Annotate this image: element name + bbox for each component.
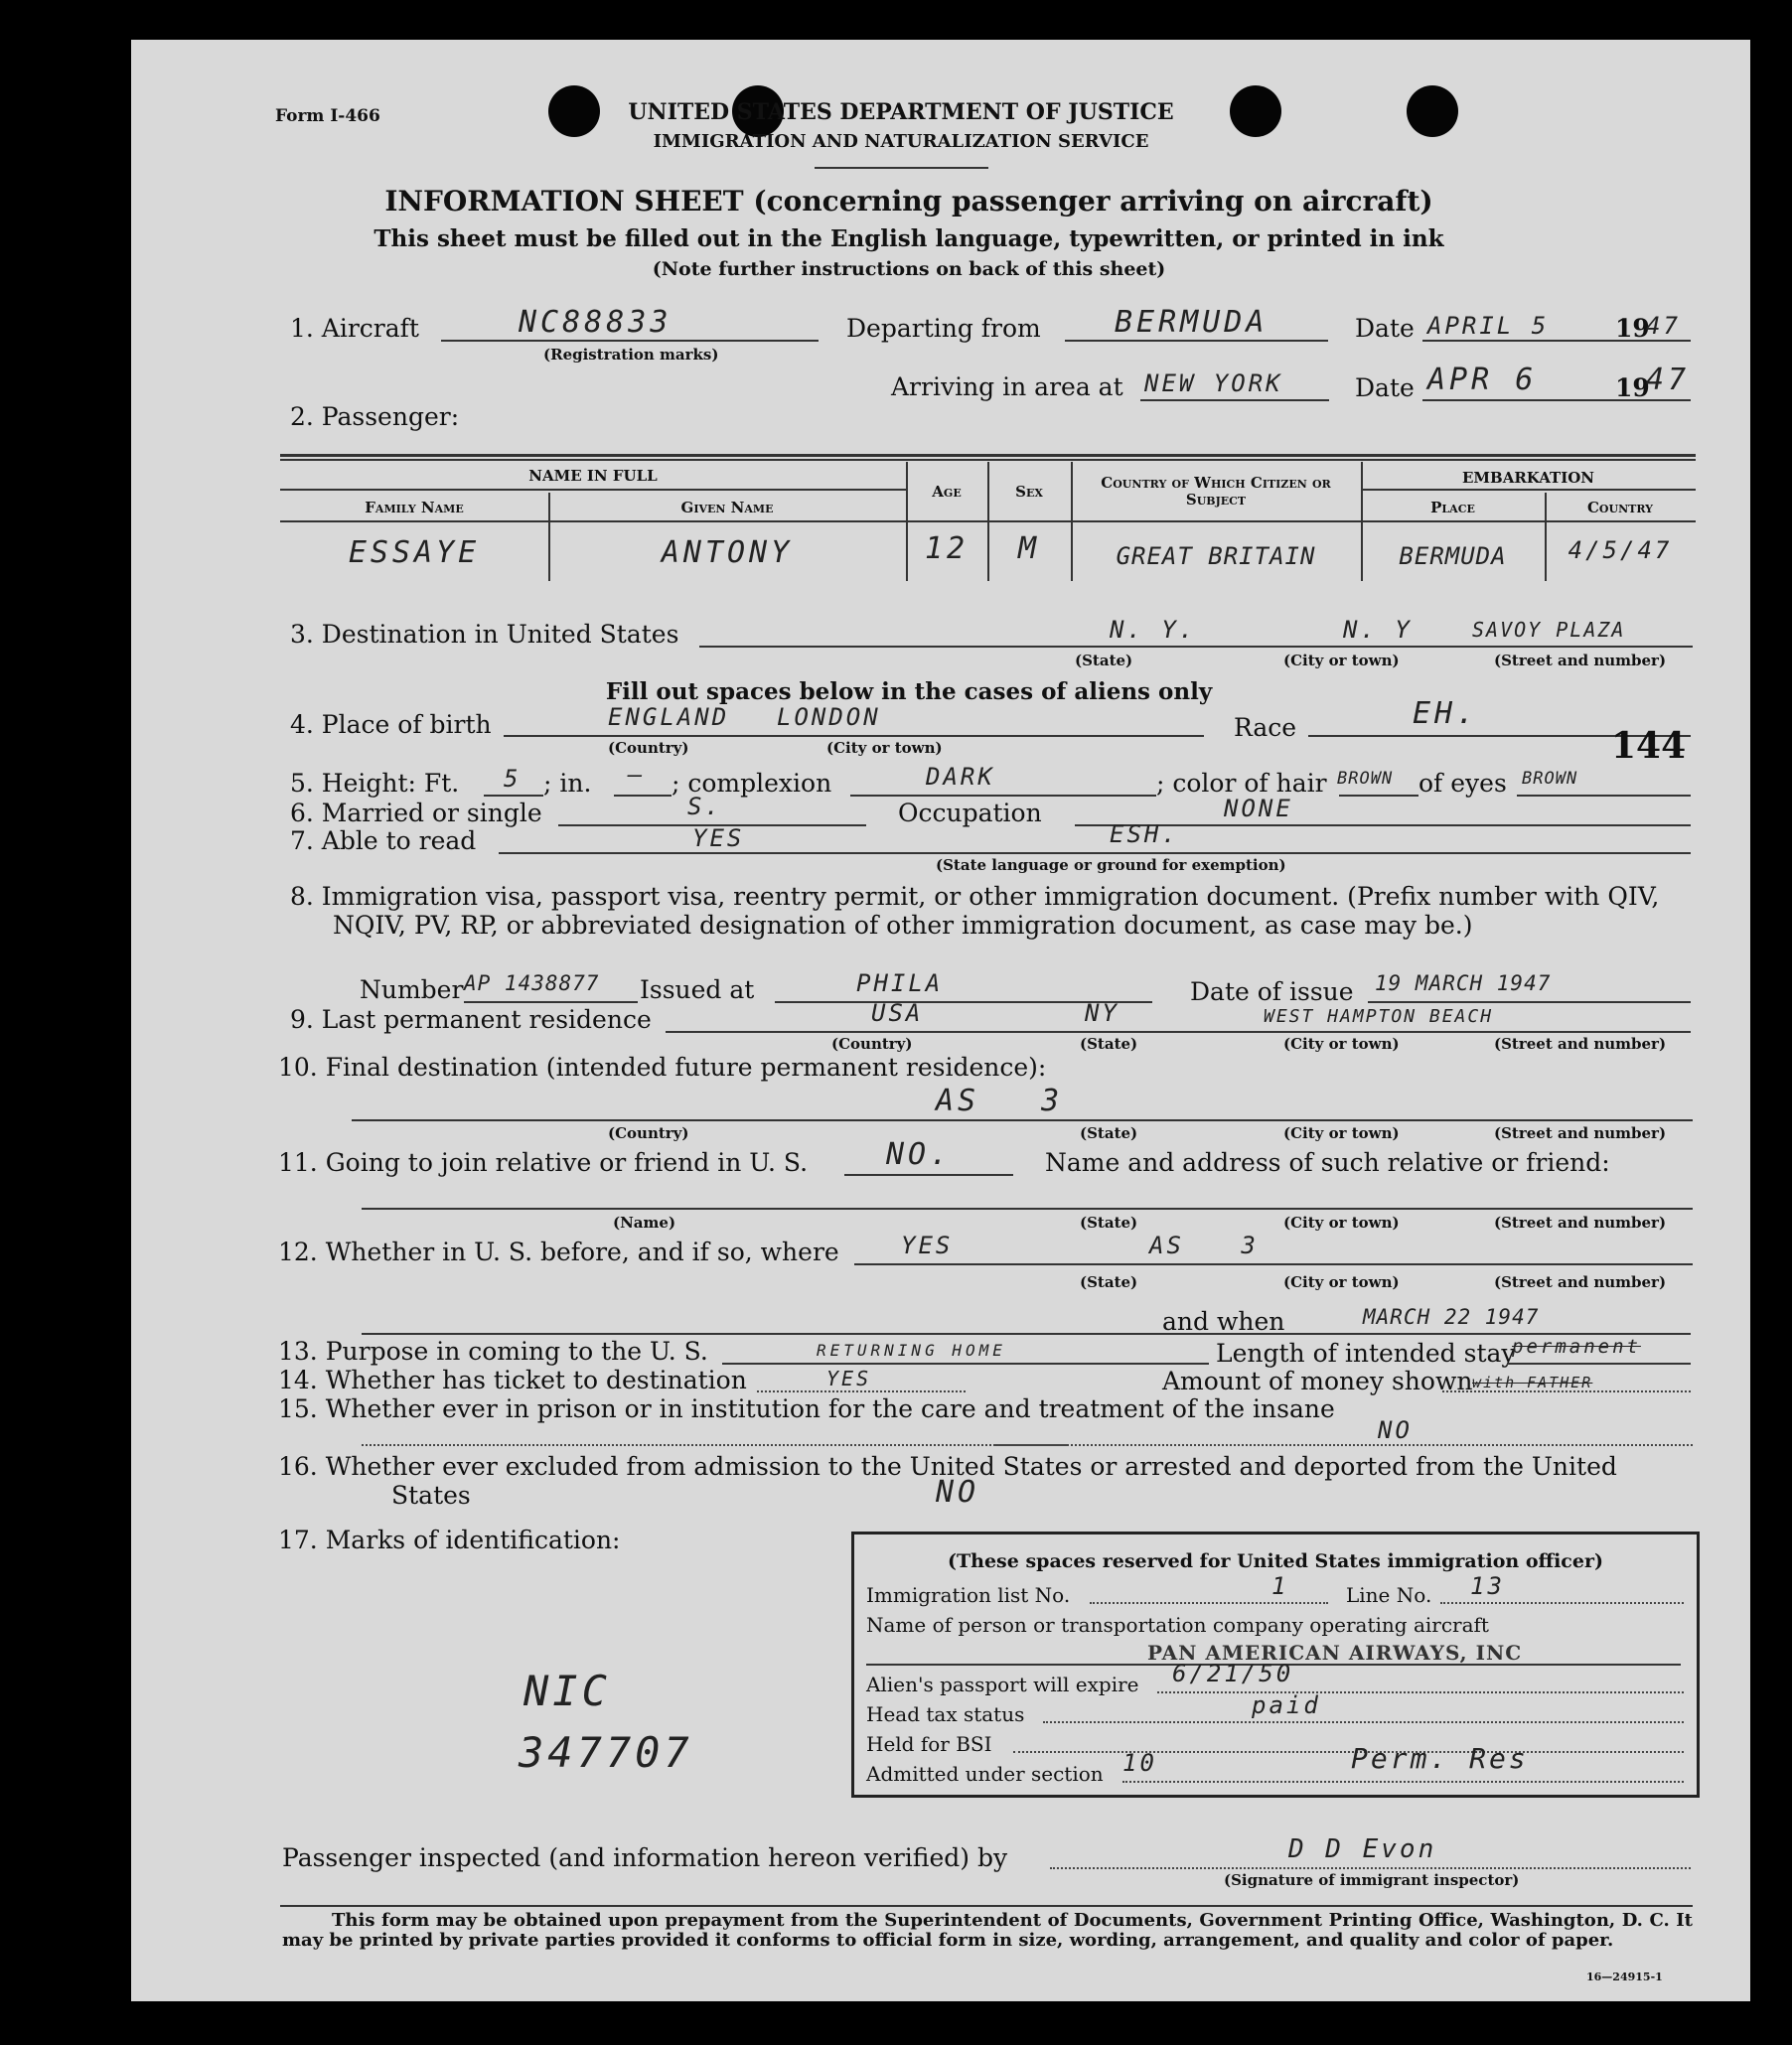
arriving-value[interactable]: NEW YORK xyxy=(1144,369,1283,397)
family-name-value[interactable]: ESSAYE xyxy=(348,535,481,570)
res-country-caption: (Country) xyxy=(831,1035,913,1053)
issued-at-label: Issued at xyxy=(640,975,755,1004)
sex-value[interactable]: M xyxy=(1017,531,1041,566)
form-note: (Note further instructions on back of this sheet) xyxy=(652,258,1166,280)
passport-expire-value[interactable]: 6/21/50 xyxy=(1172,1660,1294,1687)
birth-city-caption: (City or town) xyxy=(826,739,943,757)
join-city-caption: (City or town) xyxy=(1283,1214,1400,1232)
departing-label: Departing from xyxy=(846,314,1041,343)
passenger-label: 2. Passenger: xyxy=(290,402,460,431)
join-state-caption: (State) xyxy=(1080,1214,1138,1232)
form-title: INFORMATION SHEET (concerning passenger arriving on aircraft) xyxy=(384,185,1433,218)
join-address-label: Name and address of such relative or friend: xyxy=(1045,1148,1610,1177)
departing-date-label: Date xyxy=(1355,314,1415,343)
embark-place-value[interactable]: BERMUDA xyxy=(1399,542,1507,570)
and-when-label: and when xyxy=(1162,1307,1285,1336)
res-city-value[interactable]: WEST HAMPTON BEACH xyxy=(1264,1006,1494,1027)
departing-date-value[interactable]: APRIL 5 xyxy=(1427,312,1550,340)
hair-value[interactable]: BROWN xyxy=(1337,769,1394,789)
read-lang-value[interactable]: ESH. xyxy=(1110,820,1179,848)
read-label: 7. Able to read xyxy=(290,826,477,855)
form-sheet xyxy=(131,40,1750,2001)
marks-value-2[interactable]: 347707 xyxy=(519,1728,693,1777)
money-value[interactable]: with FATHER xyxy=(1472,1374,1593,1391)
res-country-value[interactable]: USA xyxy=(871,999,924,1027)
citizen-header: Country of Which Citizen or Subject xyxy=(1101,474,1331,509)
age-header: Age xyxy=(932,483,962,501)
arriving-year-prefix: 19 xyxy=(1615,373,1650,402)
dest-city-caption: (City or town) xyxy=(1283,652,1400,669)
dest-street-caption: (Street and number) xyxy=(1494,652,1667,669)
dest-state-value[interactable]: N. Y. xyxy=(1110,616,1197,644)
head-tax-label: Head tax status xyxy=(866,1702,1025,1726)
purpose-label: 13. Purpose in coming to the U. S. xyxy=(278,1337,708,1366)
final-street-caption: (Street and number) xyxy=(1494,1124,1667,1142)
excluded-label: 16. Whether ever excluded from admission to the United States or arrested and deported from the United xyxy=(278,1452,1617,1481)
aircraft-label: 1. Aircraft xyxy=(290,314,419,343)
length-stay-label: Length of intended stay xyxy=(1216,1339,1516,1368)
read-caption: (State language or ground for exemption) xyxy=(936,856,1286,874)
line-no-value[interactable]: 13 xyxy=(1470,1572,1505,1600)
final-dest-label: 10. Final destination (intended future permanent residence): xyxy=(278,1053,1047,1082)
dest-state-caption: (State) xyxy=(1075,652,1133,669)
dest-street-value[interactable]: SAVOY PLAZA xyxy=(1472,618,1626,642)
birth-country-caption: (Country) xyxy=(608,739,689,757)
purpose-value[interactable]: RETURNING HOME xyxy=(817,1341,1006,1360)
height-ft-value[interactable]: 5 xyxy=(504,765,522,793)
admitted-note[interactable]: Perm. Res xyxy=(1351,1742,1529,1775)
admitted-value[interactable]: 10 xyxy=(1122,1749,1157,1777)
inspected-label: Passenger inspected (and information hereon verified) by xyxy=(282,1843,1008,1872)
res-street-caption: (Street and number) xyxy=(1494,1035,1667,1053)
before-state-caption: (State) xyxy=(1080,1273,1138,1291)
marital-value[interactable]: S. xyxy=(687,793,722,820)
join-street-caption: (Street and number) xyxy=(1494,1214,1667,1232)
department-name: UNITED STATES DEPARTMENT OF JUSTICE xyxy=(628,99,1174,125)
join-label: 11. Going to join relative or friend in U. S. xyxy=(278,1148,809,1177)
officer-box xyxy=(851,1532,1700,1798)
footer-text: This form may be obtained upon prepayment from the Superintendent of Documents, Government Printing Office, Washington, D. C. It may be printed by private parties provided it conforms to official form in size, wording, arrangement, and quality and color of paper. xyxy=(282,1910,1693,1951)
residence-label: 9. Last permanent residence xyxy=(290,1005,652,1034)
height-in-label: ; in. xyxy=(543,769,592,798)
given-name-header: Given Name xyxy=(680,499,774,516)
complexion-value[interactable]: DARK xyxy=(926,763,995,791)
final-state-caption: (State) xyxy=(1080,1124,1138,1142)
height-ft-label: 5. Height: Ft. xyxy=(290,769,460,798)
before-label: 12. Whether in U. S. before, and if so, where xyxy=(278,1238,839,1266)
length-stay-value[interactable]: permanent xyxy=(1512,1336,1641,1358)
arriving-date-label: Date xyxy=(1355,373,1415,402)
complexion-label: ; complexion xyxy=(672,769,832,798)
officer-box-heading: (These spaces reserved for United States immigration officer) xyxy=(948,1550,1603,1572)
hair-label: ; color of hair xyxy=(1156,769,1327,798)
issued-at-value[interactable]: PHILA xyxy=(856,969,944,997)
birth-city-value[interactable]: LONDON xyxy=(777,703,881,731)
inspector-signature[interactable]: D D Evon xyxy=(1288,1834,1437,1864)
marks-value-1[interactable]: NIC xyxy=(523,1667,611,1715)
race-label: Race xyxy=(1234,713,1297,742)
prison-label: 15. Whether ever in prison or in institution for the care and treatment of the insane xyxy=(278,1394,1335,1423)
list-no-value[interactable]: 1 xyxy=(1271,1572,1289,1600)
place-header: Place xyxy=(1430,499,1475,516)
doc-number-value[interactable]: AP 1438877 xyxy=(464,971,600,995)
country-header: Country xyxy=(1586,499,1653,516)
final-city-caption: (City or town) xyxy=(1283,1124,1400,1142)
eyes-value[interactable]: BROWN xyxy=(1522,769,1578,789)
departing-value[interactable]: BERMUDA xyxy=(1115,305,1269,340)
occupation-label: Occupation xyxy=(898,799,1042,827)
service-name: IMMIGRATION AND NATURALIZATION SERVICE xyxy=(653,131,1149,152)
bsi-label: Held for BSI xyxy=(866,1732,992,1756)
doc-label-2: NQIV, PV, RP, or abbreviated designation of other immigration document, as case may be.) xyxy=(333,911,1473,940)
name-in-full-header: NAME IN FULL xyxy=(528,467,658,485)
excluded-value[interactable]: NO xyxy=(936,1475,980,1510)
operator-label: Name of person or transportation company operating aircraft xyxy=(866,1613,1489,1637)
read-value[interactable]: YES xyxy=(692,824,745,852)
arriving-label: Arriving in area at xyxy=(891,372,1123,401)
head-tax-value[interactable]: paid xyxy=(1252,1691,1321,1719)
join-name-caption: (Name) xyxy=(613,1214,676,1232)
family-name-header: Family Name xyxy=(365,499,464,516)
before-when-value[interactable]: MARCH 22 1947 xyxy=(1363,1305,1540,1329)
marital-label: 6. Married or single xyxy=(290,799,542,827)
res-state-caption: (State) xyxy=(1080,1035,1138,1053)
doc-label: 8. Immigration visa, passport visa, reentry permit, or other immigration document. (Prefix number with QIV, xyxy=(290,882,1660,911)
marks-label: 17. Marks of identification: xyxy=(278,1526,621,1554)
form-number: Form I-466 xyxy=(275,106,380,126)
prison-value[interactable]: NO xyxy=(1378,1416,1413,1444)
embarkation-header: EMBARKATION xyxy=(1461,469,1595,487)
before-value[interactable]: YES xyxy=(901,1232,954,1259)
issue-date-value[interactable]: 19 MARCH 1947 xyxy=(1375,971,1552,995)
final-country-caption: (Country) xyxy=(608,1124,689,1142)
aircraft-value[interactable]: NC88833 xyxy=(519,305,672,340)
list-no-label: Immigration list No. xyxy=(866,1583,1071,1607)
occupation-value[interactable]: NONE xyxy=(1224,795,1293,822)
age-value[interactable]: 12 xyxy=(924,531,970,566)
admitted-label: Admitted under section xyxy=(866,1762,1104,1786)
before-city-caption: (City or town) xyxy=(1283,1273,1400,1291)
doc-number-label: Number xyxy=(360,975,464,1004)
citizen-value[interactable]: GREAT BRITAIN xyxy=(1116,542,1316,570)
arriving-year-value[interactable]: 47 xyxy=(1646,363,1691,397)
join-value[interactable]: NO. xyxy=(886,1137,953,1172)
departing-year-value[interactable]: 47 xyxy=(1646,312,1681,340)
stamp-number: 144 xyxy=(1611,725,1687,767)
destination-label: 3. Destination in United States xyxy=(290,620,679,649)
birth-country-value[interactable]: ENGLAND xyxy=(608,703,730,731)
excluded-label-2: States xyxy=(391,1481,471,1510)
departing-year-prefix: 19 xyxy=(1615,314,1650,343)
birth-place-label: 4. Place of birth xyxy=(290,710,492,739)
signature-caption: (Signature of immigrant inspector) xyxy=(1224,1871,1520,1889)
aliens-only-heading: Fill out spaces below in the cases of aliens only xyxy=(605,678,1213,705)
final-dest-value[interactable]: AS 3 xyxy=(936,1084,1064,1118)
before-street-caption: (Street and number) xyxy=(1494,1273,1667,1291)
passport-expire-label: Alien's passport will expire xyxy=(866,1673,1139,1696)
line-no-label: Line No. xyxy=(1346,1583,1432,1607)
money-label: Amount of money shown xyxy=(1162,1367,1473,1395)
arriving-date-value[interactable]: APR 6 xyxy=(1427,363,1538,397)
res-state-value[interactable]: NY xyxy=(1085,999,1120,1027)
res-city-caption: (City or town) xyxy=(1283,1035,1400,1053)
before-where-value[interactable]: AS 3 xyxy=(1149,1232,1259,1259)
footer-code: 16—24915-1 xyxy=(1586,1971,1663,1983)
height-in-value[interactable]: — xyxy=(628,761,646,789)
registration-caption: (Registration marks) xyxy=(543,346,719,364)
race-value[interactable]: EH. xyxy=(1413,696,1479,731)
operator-value[interactable]: PAN AMERICAN AIRWAYS, INC xyxy=(1147,1641,1523,1665)
embark-country-value[interactable]: 4/5/47 xyxy=(1568,536,1673,564)
sex-header: Sex xyxy=(1015,483,1043,501)
ticket-value[interactable]: YES xyxy=(826,1367,872,1390)
ticket-label: 14. Whether has ticket to destination xyxy=(278,1366,747,1394)
eyes-label: of eyes xyxy=(1419,769,1507,798)
given-name-value[interactable]: ANTONY xyxy=(661,535,794,570)
form-instruction: This sheet must be filled out in the English language, typewritten, or printed in ink xyxy=(373,225,1444,252)
dest-city-value[interactable]: N. Y xyxy=(1343,616,1413,644)
issue-date-label: Date of issue xyxy=(1190,977,1354,1006)
